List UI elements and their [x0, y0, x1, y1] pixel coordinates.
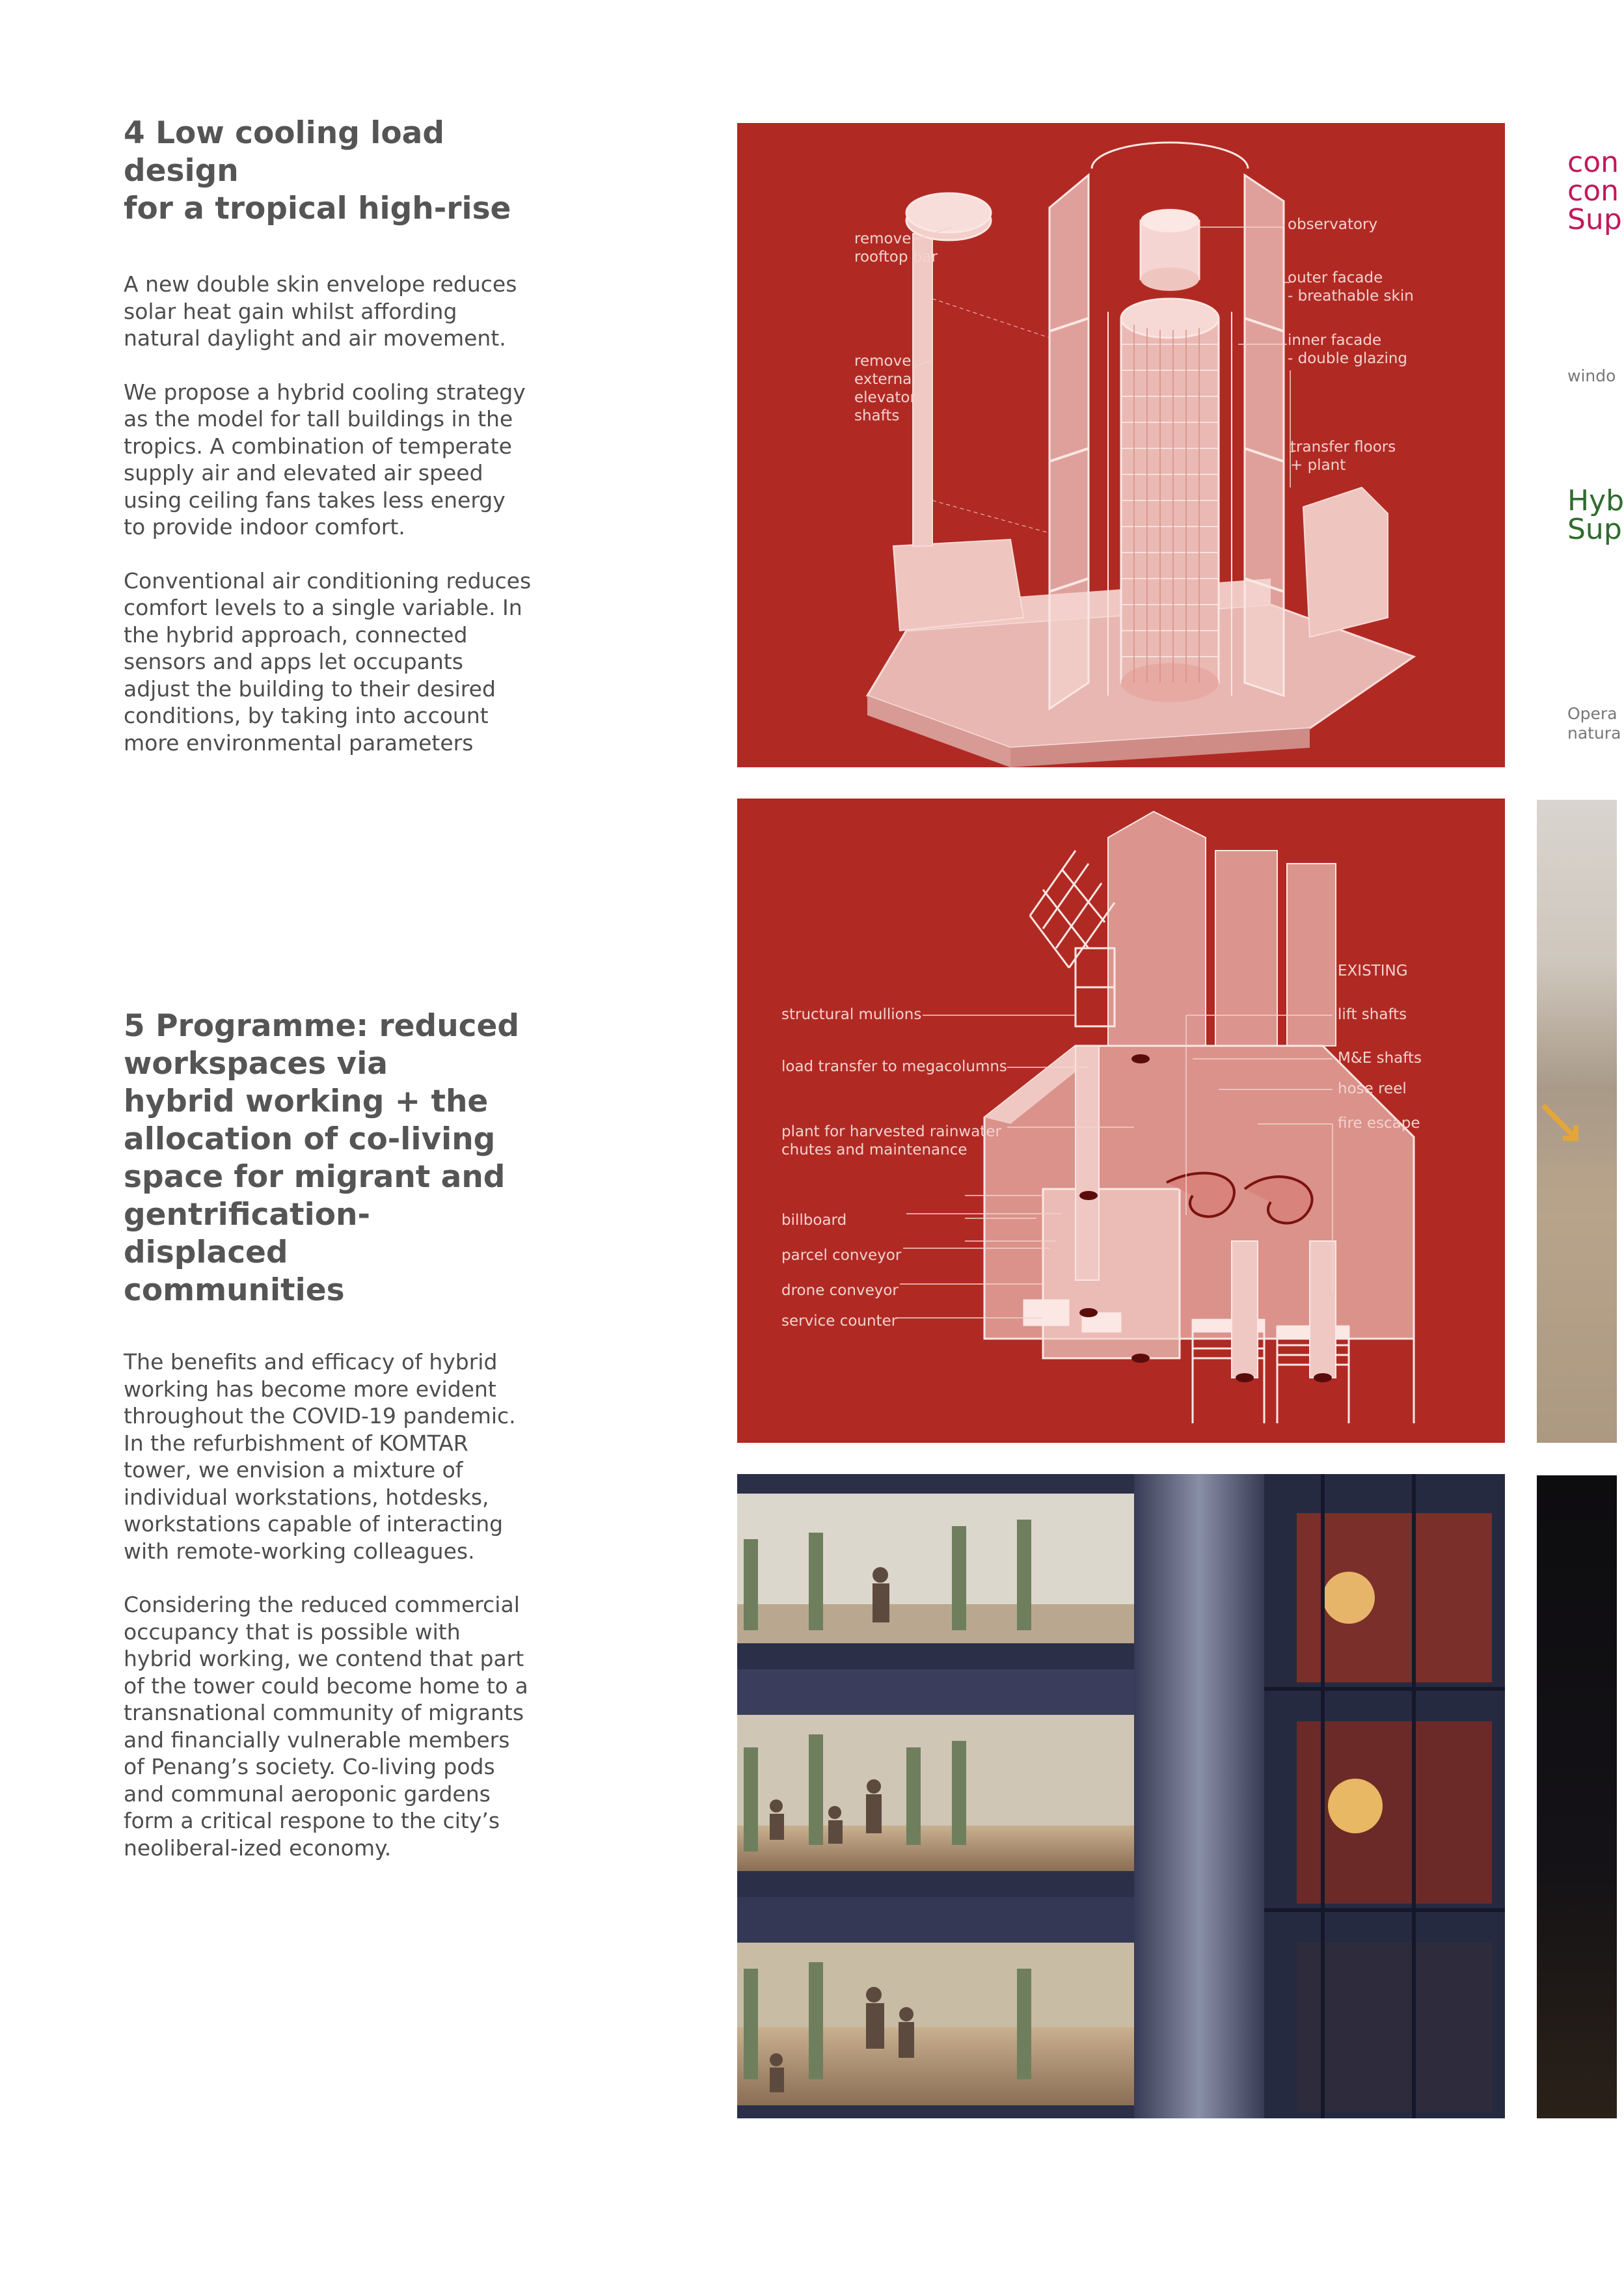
label-outer-facade: outer facade - breathable skin	[1288, 269, 1414, 305]
label-me-shafts: M&E shafts	[1338, 1050, 1422, 1067]
section4-heading-line2: for a tropical high-rise	[124, 191, 511, 226]
city-photo	[1537, 800, 1617, 1443]
section5-heading-line: communities	[124, 1272, 345, 1308]
label-transfer-floors: transfer floors + plant	[1290, 439, 1396, 474]
section4-paragraph: We propose a hybrid cooling strategy as the model for tall buildings in the tropics. A combination of temperate supply air and elevated air speed using ceiling fans takes less energy to provide indoor comfort.	[124, 379, 526, 540]
section4-text	[124, 115, 534, 783]
label-parcel-conveyor: parcel conveyor	[781, 1247, 902, 1264]
coliving-illustration	[737, 1474, 1505, 2118]
side-opera-label: Opera natura	[1567, 704, 1621, 743]
side-magenta-line: con	[1567, 146, 1619, 179]
section5-body	[124, 1348, 534, 1861]
section5-heading-line: hybrid working + the	[124, 1084, 489, 1119]
side-magenta-line: con	[1567, 174, 1619, 208]
side-heading-green	[1567, 484, 1624, 546]
label-remove-rooftop-bar: remove rooftop bar	[854, 230, 938, 266]
arrow-icon	[1537, 800, 1617, 1443]
section5-heading-line: allocation of co-living	[124, 1121, 496, 1157]
label-plant-rainwater: plant for harvested rainwater chutes and maintenance	[781, 1123, 1001, 1158]
label-billboard: billboard	[781, 1212, 847, 1229]
label-remove-elevator-shafts: remove external elevator shafts	[854, 353, 916, 424]
section5-heading-line: gentrification-displaced	[124, 1197, 370, 1270]
section4-heading	[124, 115, 534, 228]
label-existing: EXISTING	[1338, 963, 1408, 979]
section4-body	[124, 271, 534, 756]
side-heading-magenta	[1567, 148, 1622, 234]
section5-heading-line: 5 Programme: reduced	[124, 1008, 520, 1044]
side-window-label: windo	[1567, 366, 1616, 385]
label-service-counter: service counter	[781, 1313, 898, 1330]
section5-heading-line: workspaces via	[124, 1046, 388, 1082]
night-photo	[1537, 1475, 1617, 2118]
label-lift-shafts: lift shafts	[1338, 1006, 1407, 1023]
programme-diagram	[737, 799, 1505, 1443]
section5-paragraph: The benefits and efficacy of hybrid working has become more evident throughout the COVID-19 pandemic. In the refurbishment of KOMTAR tower, we envision a mixture of individual workstations, hotdesks, workstations capable of interacting with remote-working colleagues.	[124, 1349, 516, 1564]
label-drone-conveyor: drone conveyor	[781, 1282, 899, 1299]
section5-text	[124, 1007, 534, 1888]
side-green-line: Sup	[1567, 513, 1622, 546]
cooling-diagram	[737, 123, 1505, 767]
label-hose-reel: hose reel	[1338, 1080, 1407, 1097]
side-green-line: Hyb	[1567, 484, 1624, 517]
section5-heading	[124, 1007, 534, 1309]
section4-heading-line1: 4 Low cooling load design	[124, 115, 444, 189]
section4-paragraph: Conventional air conditioning reduces comfort levels to a single variable. In the hybrid approach, connected sensors and apps let occupants adjust the building to their desired conditions, by taking into account more environmental parameters	[124, 567, 532, 756]
side-magenta-line: Sup	[1567, 203, 1622, 236]
label-fire-escape: fire escape	[1338, 1115, 1420, 1132]
label-observatory: observatory	[1288, 216, 1378, 233]
label-load-transfer: load transfer to megacolumns	[781, 1058, 1007, 1075]
section5-heading-line: space for migrant and	[124, 1159, 506, 1195]
section4-paragraph: A new double skin envelope reduces solar heat gain whilst affording natural daylight and air movement.	[124, 271, 517, 351]
coliving-render	[737, 1474, 1505, 2118]
label-inner-facade: inner facade - double glazing	[1288, 332, 1408, 367]
section5-paragraph: Considering the reduced commercial occupancy that is possible with hybrid working, we contend that part of the tower could become home to a transnational community of migrants and financially vulnerable members of Penang’s society. Co-living pods and communal aeroponic gardens form a critical respone to the city’s neoliberal-ized economy.	[124, 1592, 528, 1861]
label-structural-mullions: structural mullions	[781, 1006, 922, 1023]
